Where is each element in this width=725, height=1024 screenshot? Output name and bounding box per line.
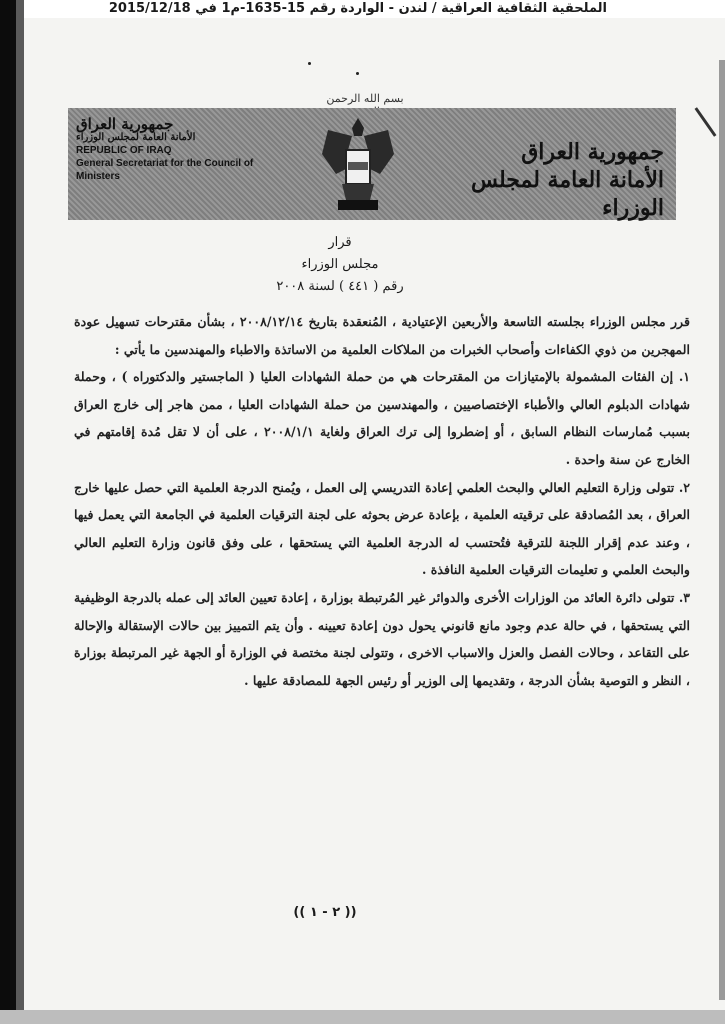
letterhead-right [464,138,664,222]
letterhead-left-english2: General Secretariat for the Council of Ministers [76,158,254,182]
iraq-eagle-emblem-icon [318,114,398,216]
clause-1: ١. إن الفئات المشمولة بالإمتيازات من المقترحات هي من حملة الشهادات العليا ( الماجستير والدكتوراه ) ، وحملة شهادات الدبلوم العالي والأطباء الإختصاصيين ، والمهندسين من حملة الشهادات العليا ، ممن هاجر إلى خارج العراق بسبب مُمارسات النظام السابق ، أو إضطروا إلى ترك العراق ولغاية ٢٠٠٨/١/١ ، على أن لا تقل مُدة إقامتهم في الخارج عن سنة واحدة . [74,369,690,467]
scan-edge-left [0,0,16,1024]
decision-title: قرار [328,235,352,250]
scan-speck [308,62,311,65]
letterhead-left-arabic: جمهورية العراق [76,115,174,133]
page-number: (( ٢ - ١ )) [293,905,357,920]
letterhead-left-arabic-sub: الأمانة العامة لمجلس الوزراء [76,132,196,143]
letterhead [68,108,676,220]
decision-number: رقم ( ٤٤١ ) لسنة ٢٠٠٨ [276,279,404,294]
scan-edge-right [719,60,725,1000]
clause-3: ٣. تتولى دائرة العائد من الوزارات الأخرى والدوائر غير المُرتبطة بوزارة ، إعادة تعيين العائد إلى عمله بالدرجة الوظيفية التي يستحقها ، في حالة عدم وجود مانع قانوني يحول دون إعادة تعيينه . وأن يتم التمييز بين حالات الإستقالة والإحالة على التقاعد ، وحالات الفصل والعزل والاسباب الاخرى ، وتتولى لجنة مختصة في الوزارة أو الجهة غير المرتبطة بوزارة ، النظر و التوصية بشأن الدرجة ، وتقديمها إلى الوزير أو رئيس الجهة للمصادقة عليها . [74,589,690,688]
bismillah: بسم الله الرحمن [326,92,404,105]
scan-edge-left-shadow [16,0,24,1024]
decision-body [74,308,690,694]
decision-title-block [250,232,430,298]
fax-header [0,0,725,18]
letterhead-left [76,115,276,183]
clause-2: ٢. تتولى وزارة التعليم العالي والبحث العلمي إعادة التدريسي إلى العمل ، ويُمنح الدرجة العلمية التي حصل عليها خارج العراق ، بعد المُصادقة على ترقيته العلمية ، بإعادة عرض بحوثه على لجنة الترقيات العلمية في الجامعة التي يعمل فيها ، وعند عدم إقرار اللجنة للترقية فتُحتسب له الدرجة العلمية التي يستحقها ، على وفق قانون وزارة التعليم العالي والبحث العلمي و تعليمات الترقيات العلمية النافذة . [74,479,690,578]
intro-paragraph: قرر مجلس الوزراء بجلسته التاسعة والأربعين الإعتيادية ، المُنعقدة بتاريخ ٢٠٠٨/١٢/١٤ ، بشأن مقترحات تسهيل عودة المهجرين من ذوي الكفاءات وأصحاب الخبرات من الملاكات العلمية من الاساتذة والاطباء والمهندسين ما يأتي : [74,314,690,357]
letterhead-right-line1: جمهورية العراق [521,139,664,165]
scan-edge-bottom [0,1010,725,1024]
fax-header-text: الملحقية الثقافية العراقية / لندن - الواردة رقم 15-1635-م1 في 2015/12/18 [108,1,607,16]
scan-speck [356,72,359,75]
council-name: مجلس الوزراء [301,257,379,272]
scan-mark [695,107,717,137]
letterhead-right-line2: الأمانة العامة لمجلس الوزراء [470,167,664,221]
letterhead-left-english1: REPUBLIC OF IRAQ [76,145,172,156]
